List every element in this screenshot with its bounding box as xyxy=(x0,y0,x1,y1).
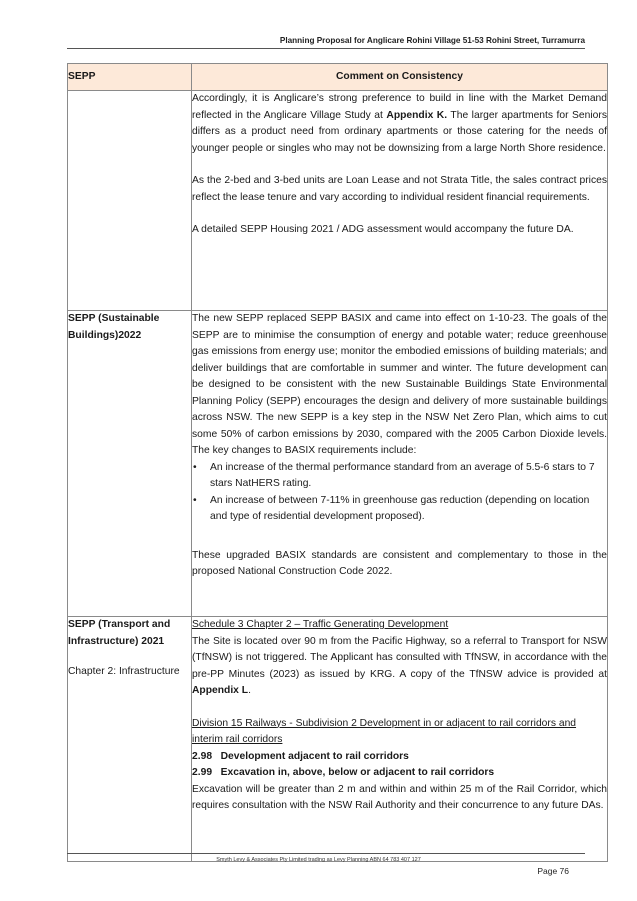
bullet-list xyxy=(192,460,607,526)
paragraph: Excavation will be greater than 2 m and within and within 25 m of the Rail Corridor, which requires consultation with the NSW Rail Authority and their concurrence to any future DAs. xyxy=(192,783,607,811)
text-run: The Site is located over 90 m from the Pacific Highway, so a referral to Transport for NSW (TfNSW) is not triggered. The Applicant has consulted with TfNSW, in accordance with the pre-PP Minutes (2023) as issued by KRG. A copy of the TfNSW advice is provided at xyxy=(192,635,607,680)
list-item: • An increase of the thermal performance standard from an average of 5.5-6 stars to 7 stars NatHERS rating. xyxy=(210,460,607,493)
sepp-cell xyxy=(68,617,192,862)
paragraph: As the 2-bed and 3-bed units are Loan Lease and not Strata Title, the sales contract prices reflect the lease tenure and vary according to individual resident financial requirements. xyxy=(192,175,607,203)
text-run: . xyxy=(248,685,251,696)
section-heading: Schedule 3 Chapter 2 – Traffic Generating Development xyxy=(192,619,449,630)
sepp-cell xyxy=(68,91,192,311)
sepp-consistency-table xyxy=(67,63,608,862)
table-row xyxy=(68,311,608,617)
comment-cell xyxy=(192,311,608,617)
footer-divider xyxy=(67,853,585,854)
text-run: Accordingly, it is Anglicare’s strong preference to build in line with the Market Demand reflected in the Anglicare Village Study at xyxy=(192,93,607,121)
column-header-comment: Comment on Consistency xyxy=(192,64,608,91)
paragraph xyxy=(192,634,607,700)
sepp-cell: SEPP (Sustainable Buildings)2022 xyxy=(68,311,192,617)
comment-cell xyxy=(192,617,608,862)
clause-heading: 2.99 Excavation in, above, below or adjacent to rail corridors xyxy=(192,767,495,778)
page-number: Page 76 xyxy=(537,866,569,876)
table-row xyxy=(68,91,608,311)
sepp-label: SEPP (Transport and Infrastructure) 2021 xyxy=(68,619,171,647)
text-run: The larger apartments for Seniors differs as a product need from ordinary apartments or those catering for the needs of younger people or singles who may not be downsizing from a large North Shore residence. xyxy=(192,109,607,154)
paragraph: The new SEPP replaced SEPP BASIX and came into effect on 1-10-23. The goals of the SEPP are to minimise the consumption of energy and potable water; reduce greenhouse gas emissions from energy use; monitor the embodied emissions of building materials; and deliver buildings that are comfortable in summer and winter. The future development can be designed to be consistent with the new Sustainable Buildings State Environmental Planning Policy (SEPP) encourages the design and delivery of more sustainable buildings across NSW. The new SEPP is a key step in the NSW Net Zero Plan, which aims to cut some 50% of carbon emissions by 2030, compared with the 2005 Carbon Dioxide levels. The key changes to BASIX requirements include: xyxy=(192,313,607,456)
table-row xyxy=(68,617,608,862)
paragraph: A detailed SEPP Housing 2021 / ADG assessment would accompany the future DA. xyxy=(192,224,574,235)
page-header-title: Planning Proposal for Anglicare Rohini Village 51-53 Rohini Street, Turramurra xyxy=(279,36,585,45)
appendix-reference: Appendix L xyxy=(192,685,249,696)
clause-heading: 2.98 Development adjacent to rail corridors xyxy=(192,750,409,762)
comment-cell xyxy=(192,91,608,311)
column-header-sepp: SEPP xyxy=(68,64,192,91)
header-divider xyxy=(67,48,585,49)
list-item: • An increase of between 7-11% in greenhouse gas reduction (depending on location and type of residential development proposed). xyxy=(210,493,607,526)
footer-company: Smyth Levy & Associates Pty Limited trading as Levy Planning ABN 64 783 407 127 xyxy=(216,857,421,863)
paragraph: These upgraded BASIX standards are consistent and complementary to those in the proposed National Construction Code 2022. xyxy=(192,549,607,577)
section-heading: Division 15 Railways - Subdivision 2 Development in or adjacent to rail corridors and interim rail corridors xyxy=(192,717,577,745)
appendix-reference: Appendix K. xyxy=(386,109,448,121)
paragraph xyxy=(192,91,607,157)
chapter-label: Chapter 2: Infrastructure xyxy=(68,666,180,677)
table-header-row xyxy=(68,64,608,91)
